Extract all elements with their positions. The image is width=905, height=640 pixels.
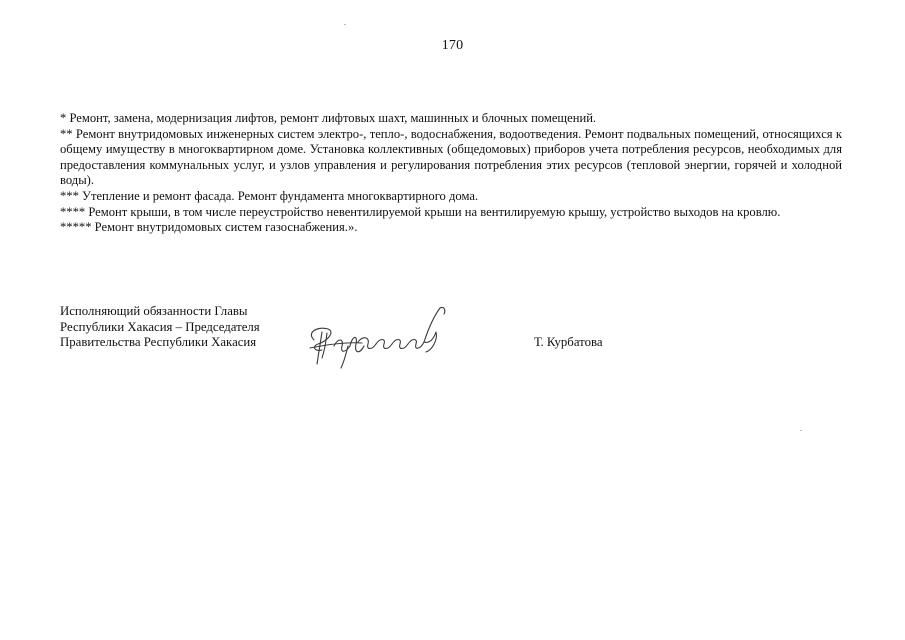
footnote-marker: ***** [60, 220, 92, 235]
footnotes-section [60, 111, 842, 236]
footnote-marker: **** [60, 204, 86, 219]
footnote-2 [60, 127, 842, 189]
handwritten-signature [300, 302, 460, 372]
scan-speck [344, 24, 346, 25]
signatory-title-line-3: Правительства Республики Хакасия [60, 335, 257, 350]
footnote-text: Ремонт крыши, в том числе переустройство невентилируемой крыши на вентилируемую крышу, устройство выходов на кровлю. [88, 204, 781, 219]
signatory-title-line-1: Исполняющий обязанности Главы [60, 304, 248, 318]
signatory-title [60, 304, 260, 351]
footnote-marker: ** [60, 126, 73, 141]
footnote-3 [60, 189, 842, 205]
signer-name: Т. Курбатова [534, 335, 603, 349]
footnote-1 [60, 111, 842, 127]
signatory-title-line-2: Республики Хакасия – Председателя [60, 319, 260, 334]
footnote-marker: * [60, 111, 67, 125]
footnote-text: Ремонт внутридомовых инженерных систем электро-, тепло-, водоснабжения, водоотведения. Ремонт подвальных помещений, относящихся к общему имуществу в многоквартирном доме. Установка коллективных (общедомовых) приборов учета потребления ресурсов, необходимых для предоставления коммунальных услуг, и узлов управления и регулирования потребления этих ресурсов (тепловой энергии, горячей и холодной воды). [60, 126, 842, 188]
footnote-marker: *** [60, 188, 79, 203]
footnote-text: Ремонт, замена, модернизация лифтов, ремонт лифтовых шахт, машинных и блочных помещений. [69, 111, 597, 125]
footnote-4 [60, 205, 842, 221]
footnote-text: Ремонт внутридомовых систем газоснабжения.». [94, 220, 358, 235]
footnote-5 [60, 220, 842, 236]
footnote-text: Утепление и ремонт фасада. Ремонт фундамента многоквартирного дома. [82, 188, 479, 203]
page-number: 170 [441, 38, 464, 53]
scan-speck [800, 430, 802, 431]
